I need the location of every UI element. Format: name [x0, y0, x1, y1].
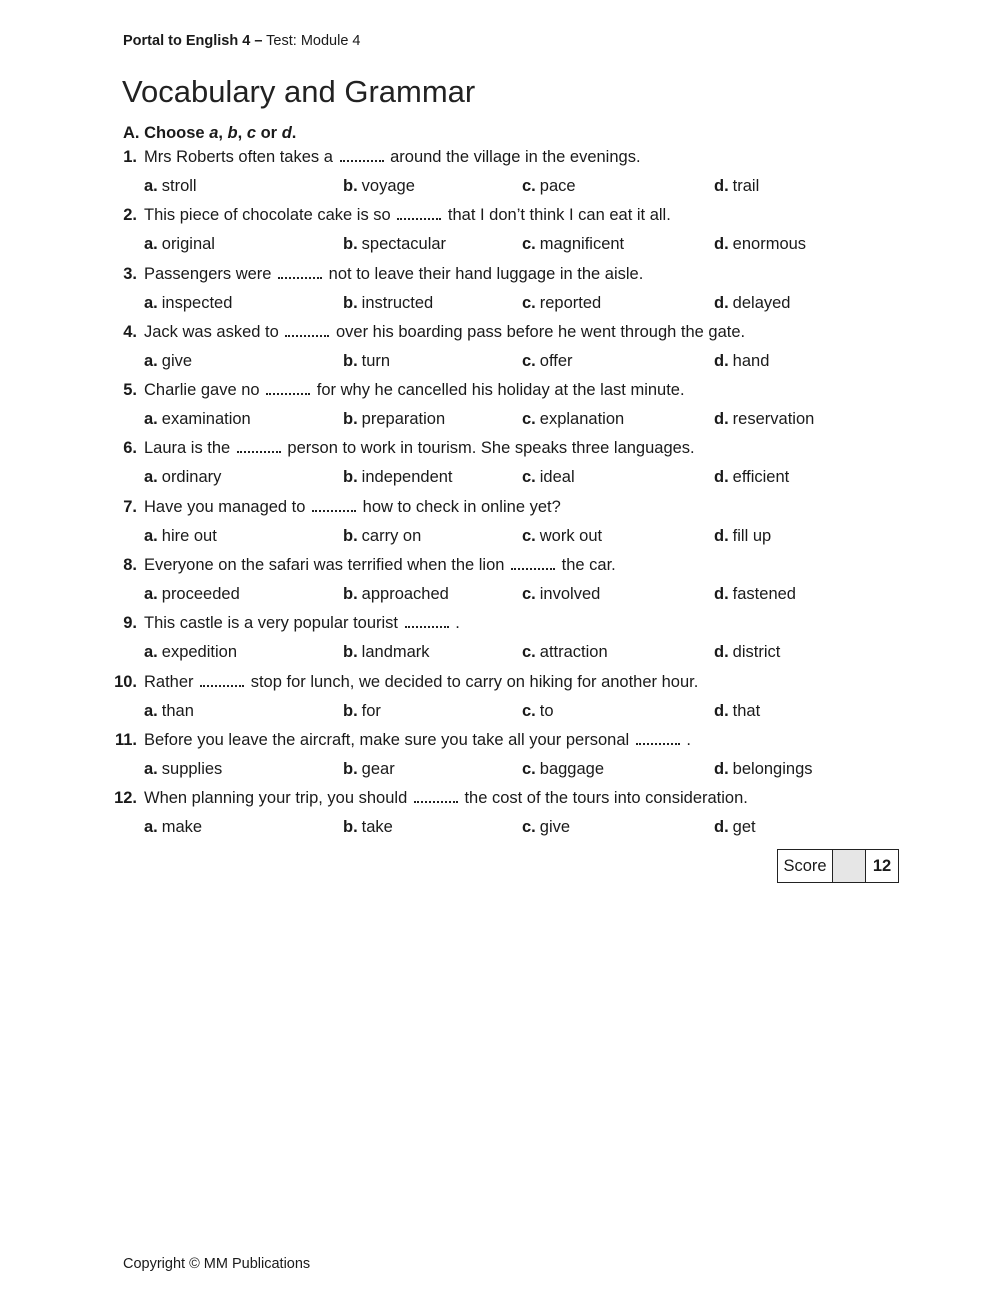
answer-option[interactable]	[343, 702, 381, 721]
question-item	[0, 728, 1000, 786]
option-letter: b.	[343, 351, 358, 370]
answer-blank[interactable]	[312, 498, 356, 512]
question-text-before: Charlie gave no	[144, 381, 260, 400]
answer-blank[interactable]	[397, 206, 441, 220]
answer-option[interactable]	[522, 760, 604, 779]
option-letter: d.	[714, 643, 729, 662]
option-letter: d.	[714, 468, 729, 487]
option-text: proceeded	[161, 585, 240, 604]
option-text: involved	[539, 585, 601, 604]
question-item	[0, 145, 1000, 203]
question-number: 4.	[123, 322, 137, 341]
option-text: than	[161, 701, 194, 720]
option-letter: d.	[714, 526, 729, 545]
answer-option[interactable]	[343, 410, 445, 429]
option-text: offer	[539, 351, 573, 370]
option-text: spectacular	[361, 235, 447, 254]
answer-option[interactable]	[144, 643, 237, 662]
option-letter: b.	[343, 701, 358, 720]
score-box	[777, 849, 899, 883]
question-item	[0, 786, 1000, 844]
score-total: 12	[872, 856, 892, 875]
option-letter: a.	[144, 468, 158, 487]
answer-option[interactable]	[343, 585, 449, 604]
question-text-before: This castle is a very popular tourist	[144, 614, 399, 633]
question-text-after: stop for lunch, we decided to carry on hiking for another hour.	[250, 672, 699, 691]
answer-option[interactable]	[522, 818, 570, 837]
option-letter: b.	[343, 818, 358, 837]
question-text-before: Before you leave the aircraft, make sure you take all your personal	[144, 730, 630, 749]
option-letter: c.	[522, 643, 536, 662]
answer-option[interactable]	[144, 468, 221, 487]
question-text-after: around the village in the evenings.	[390, 148, 641, 166]
answer-blank[interactable]	[414, 789, 458, 803]
question-item	[0, 611, 1000, 669]
option-letter: d.	[714, 818, 729, 837]
answer-option[interactable]	[144, 177, 197, 196]
option-text: original	[161, 235, 215, 254]
option-text: ideal	[539, 468, 575, 487]
option-text: efficient	[732, 468, 790, 487]
question-number: 1.	[123, 148, 137, 166]
option-letter: d.	[714, 293, 729, 312]
question-number: 11.	[114, 730, 137, 749]
answer-option[interactable]	[714, 643, 780, 662]
option-letter: d.	[714, 759, 729, 778]
option-letter: a.	[144, 701, 158, 720]
question-item	[0, 495, 1000, 553]
option-letter: c.	[522, 293, 536, 312]
question-item	[0, 320, 1000, 378]
page-header	[123, 33, 360, 49]
answer-option[interactable]	[144, 760, 222, 779]
option-letter: a.	[144, 585, 158, 604]
test-name: Test: Module 4	[266, 33, 361, 49]
option-text: voyage	[361, 177, 415, 195]
answer-option[interactable]	[343, 294, 433, 313]
answer-option[interactable]	[714, 585, 796, 604]
book-title: Portal to English 4 –	[123, 33, 263, 49]
option-text: gear	[361, 759, 395, 778]
option-text: independent	[361, 468, 453, 487]
answer-option[interactable]	[144, 352, 192, 371]
answer-blank[interactable]	[278, 265, 322, 279]
option-text: work out	[539, 526, 603, 545]
question-number: 7.	[123, 497, 137, 516]
option-text: expedition	[161, 643, 237, 662]
option-text: stroll	[161, 177, 197, 195]
answer-blank[interactable]	[266, 381, 310, 395]
question-text-after: over his boarding pass before he went through the gate.	[336, 322, 746, 341]
question-number: 10.	[114, 672, 137, 691]
option-letter: c.	[522, 177, 536, 195]
option-letter: a.	[144, 235, 158, 254]
option-text: hire out	[161, 526, 217, 545]
answer-option[interactable]	[522, 177, 576, 196]
option-text: make	[161, 818, 203, 837]
option-text: that	[732, 701, 761, 720]
option-letter: a.	[144, 818, 158, 837]
question-item	[0, 262, 1000, 320]
option-letter: c.	[522, 410, 536, 429]
answer-option[interactable]	[522, 294, 601, 313]
option-letter: b.	[343, 410, 358, 429]
question-number: 8.	[123, 556, 137, 575]
option-letter: b.	[343, 235, 358, 254]
answer-option[interactable]	[714, 410, 814, 429]
option-text: for	[361, 701, 381, 720]
option-letter: c.	[522, 235, 536, 254]
option-text: pace	[539, 177, 576, 195]
answer-option[interactable]	[714, 527, 771, 546]
option-letter: a.	[144, 526, 158, 545]
option-text: give	[539, 818, 571, 837]
option-text: district	[732, 643, 781, 662]
question-text-after: the cost of the tours into consideration.	[464, 789, 748, 808]
answer-option[interactable]	[522, 410, 624, 429]
answer-option[interactable]	[522, 352, 572, 371]
option-text: fastened	[732, 585, 796, 604]
question-number: 3.	[123, 264, 137, 283]
question-text-before: This piece of chocolate cake is so	[144, 206, 391, 225]
answer-option[interactable]	[144, 294, 232, 313]
option-letter: a.	[144, 351, 158, 370]
question-text-after: .	[686, 730, 691, 749]
option-letter: c.	[522, 759, 536, 778]
answer-option[interactable]	[144, 410, 251, 429]
question-text-after: the car.	[561, 556, 616, 575]
score-label: Score	[778, 850, 833, 882]
option-text: supplies	[161, 759, 223, 778]
answer-option[interactable]	[144, 527, 217, 546]
question-text-after: .	[455, 614, 460, 633]
option-letter: c.	[522, 818, 536, 837]
option-text: turn	[361, 351, 391, 370]
answer-option[interactable]	[522, 643, 608, 662]
question-text-after: for why he cancelled his holiday at the last minute.	[316, 381, 685, 400]
option-text: examination	[161, 410, 251, 429]
option-letter: b.	[343, 759, 358, 778]
option-letter: a.	[144, 293, 158, 312]
question-text-before: Rather	[144, 672, 194, 691]
question-text-after: how to check in online yet?	[362, 497, 561, 516]
option-letter: c.	[522, 701, 536, 720]
question-number: 2.	[123, 206, 137, 225]
answer-option[interactable]	[343, 818, 393, 837]
answer-option[interactable]	[343, 235, 446, 254]
option-text: carry on	[361, 526, 422, 545]
answer-option[interactable]	[144, 702, 194, 721]
section-instruction: A. Choose a, b, c or d.	[123, 124, 297, 142]
answer-blank[interactable]	[636, 731, 680, 745]
answer-option[interactable]	[343, 352, 390, 371]
option-letter: b.	[343, 526, 358, 545]
question-item	[0, 203, 1000, 261]
answer-option[interactable]	[714, 352, 769, 371]
question-text-before: Passengers were	[144, 264, 272, 283]
answer-option[interactable]	[714, 468, 789, 487]
question-list	[0, 145, 1000, 845]
option-text: enormous	[732, 235, 807, 254]
question-text-before: Have you managed to	[144, 497, 306, 516]
option-letter: b.	[343, 643, 358, 662]
question-item	[0, 378, 1000, 436]
answer-option[interactable]	[522, 702, 554, 721]
option-text: explanation	[539, 410, 625, 429]
option-text: instructed	[361, 293, 434, 312]
answer-option[interactable]	[714, 177, 759, 196]
option-letter: b.	[343, 585, 358, 604]
option-text: landmark	[361, 643, 430, 662]
answer-option[interactable]	[144, 235, 215, 254]
option-letter: c.	[522, 526, 536, 545]
option-text: preparation	[361, 410, 446, 429]
question-text-before: Mrs Roberts often takes a	[144, 148, 333, 166]
option-letter: b.	[343, 468, 358, 487]
question-text-before: When planning your trip, you should	[144, 789, 408, 808]
option-text: get	[732, 818, 756, 837]
answer-option[interactable]	[714, 294, 790, 313]
option-text: ordinary	[161, 468, 222, 487]
option-letter: d.	[714, 701, 729, 720]
answer-option[interactable]	[343, 527, 421, 546]
question-text-after: not to leave their hand luggage in the aisle.	[328, 264, 644, 283]
answer-option[interactable]	[144, 585, 240, 604]
option-letter: a.	[144, 759, 158, 778]
option-text: take	[361, 818, 393, 837]
answer-blank[interactable]	[285, 323, 329, 337]
option-text: hand	[732, 351, 770, 370]
question-text-after: that I don’t think I can eat it all.	[447, 206, 671, 225]
answer-option[interactable]	[343, 468, 453, 487]
option-letter: b.	[343, 177, 358, 195]
option-text: fill up	[732, 526, 772, 545]
answer-option[interactable]	[522, 468, 575, 487]
question-item	[0, 553, 1000, 611]
page-title: Vocabulary and Grammar	[122, 74, 476, 109]
option-letter: a.	[144, 643, 158, 662]
answer-option[interactable]	[522, 527, 602, 546]
option-text: give	[161, 351, 193, 370]
option-text: reservation	[732, 410, 815, 429]
option-text: trail	[732, 177, 760, 195]
score-input[interactable]	[833, 850, 866, 882]
question-text-before: Jack was asked to	[144, 322, 279, 341]
option-text: reported	[539, 293, 602, 312]
question-item	[0, 436, 1000, 494]
answer-blank[interactable]	[511, 556, 555, 570]
option-letter: d.	[714, 351, 729, 370]
option-text: approached	[361, 585, 449, 604]
question-number: 9.	[123, 614, 137, 633]
option-letter: a.	[144, 177, 158, 195]
option-text: inspected	[161, 293, 233, 312]
answer-option[interactable]	[714, 235, 806, 254]
answer-blank[interactable]	[200, 673, 244, 687]
answer-blank[interactable]	[340, 148, 384, 162]
answer-option[interactable]	[714, 760, 813, 779]
option-letter: c.	[522, 351, 536, 370]
question-number: 5.	[123, 381, 137, 400]
copyright: Copyright © MM Publications	[123, 1256, 311, 1272]
question-text-before: Laura is the	[144, 439, 231, 458]
answer-option[interactable]	[343, 760, 395, 779]
question-item	[0, 670, 1000, 728]
option-letter: a.	[144, 410, 158, 429]
answer-option[interactable]	[144, 818, 202, 837]
question-text-before: Everyone on the safari was terrified when the lion	[144, 556, 505, 575]
answer-option[interactable]	[522, 235, 624, 254]
question-number: 12.	[114, 789, 137, 808]
option-letter: d.	[714, 585, 729, 604]
answer-option[interactable]	[343, 177, 415, 196]
answer-blank[interactable]	[237, 439, 281, 453]
option-text: magnificent	[539, 235, 625, 254]
answer-option[interactable]	[343, 643, 430, 662]
option-letter: d.	[714, 410, 729, 429]
option-letter: c.	[522, 585, 536, 604]
option-text: to	[539, 701, 554, 720]
option-text: attraction	[539, 643, 608, 662]
option-text: belongings	[732, 759, 813, 778]
question-text-after: person to work in tourism. She speaks three languages.	[287, 439, 695, 458]
option-text: delayed	[732, 293, 791, 312]
option-text: baggage	[539, 759, 605, 778]
answer-option[interactable]	[714, 702, 760, 721]
answer-blank[interactable]	[405, 614, 449, 628]
option-letter: d.	[714, 177, 729, 195]
option-letter: b.	[343, 293, 358, 312]
option-letter: d.	[714, 235, 729, 254]
answer-option[interactable]	[522, 585, 600, 604]
option-letter: c.	[522, 468, 536, 487]
question-number: 6.	[123, 439, 137, 458]
answer-option[interactable]	[714, 818, 756, 837]
